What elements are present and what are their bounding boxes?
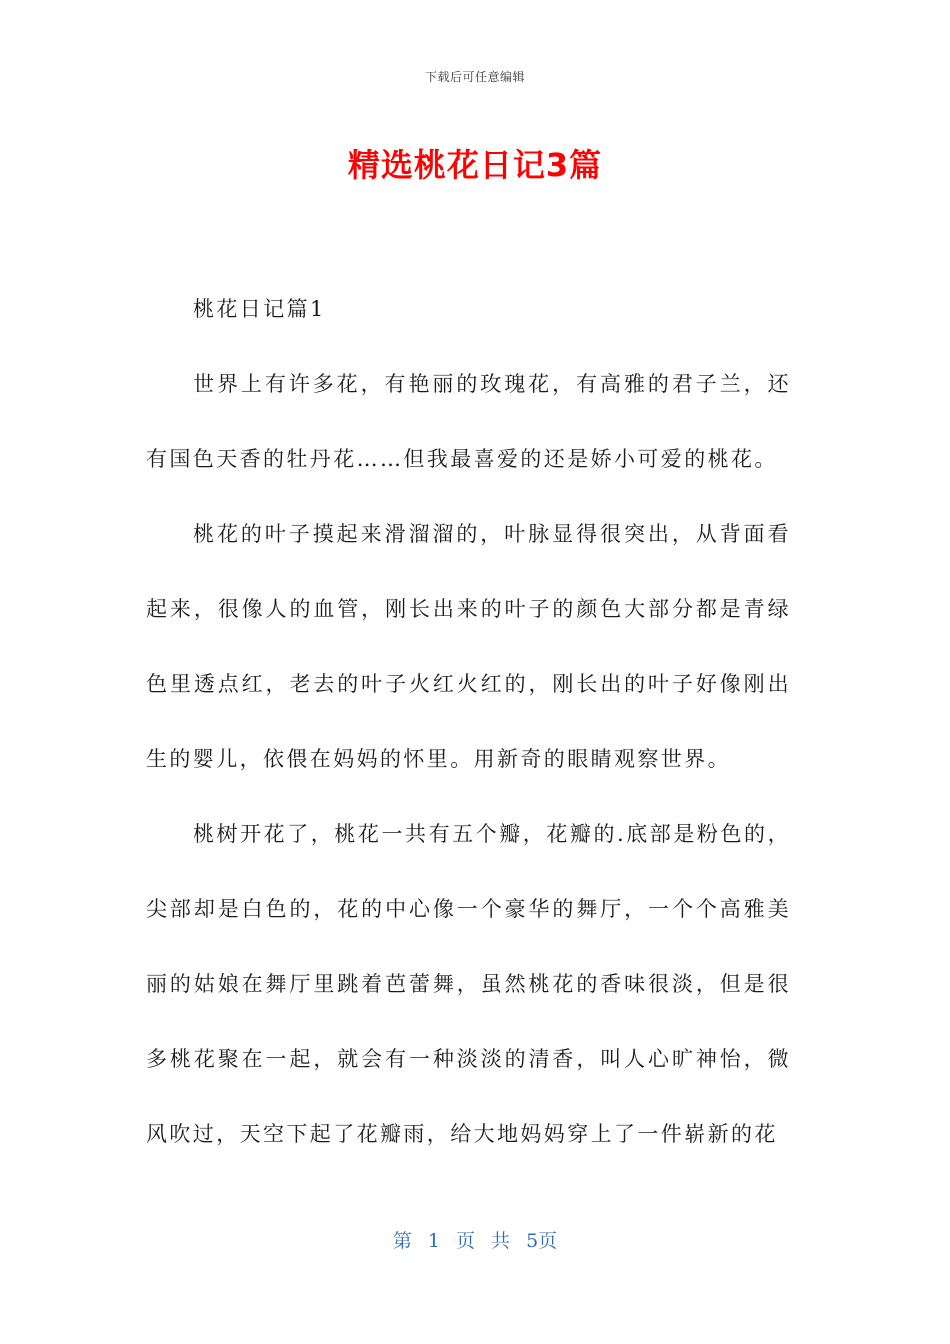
document-title: 精选桃花日记3篇 [347, 146, 603, 184]
paragraph: 桃花的叶子摸起来滑溜溜的，叶脉显得很突出，从背面看起来，很像人的血管，刚长出来的叶子的颜色大部分都是青绿色里透点红，老去的叶子火红火红的，刚长出的叶子好像刚出生的婴儿，依偎在妈妈的怀里。用新奇的眼睛观察世界。 [146, 522, 791, 771]
document-body [146, 272, 791, 1172]
paragraph: 世界上有许多花，有艳丽的玫瑰花，有高雅的君子兰，还有国色天香的牡丹花……但我最喜爱的还是娇小可爱的桃花。 [146, 372, 791, 471]
section-heading: 桃花日记篇1 [193, 297, 326, 321]
paragraph: 桃树开花了，桃花一共有五个瓣，花瓣的.底部是粉色的，尖部却是白色的，花的中心像一个豪华的舞厅，一个个高雅美丽的姑娘在舞厅里跳着芭蕾舞，虽然桃花的香味很淡，但是很多桃花聚在一起，就会有一种淡淡的清香，叫人心旷神怡，微风吹过，天空下起了花瓣雨，给大地妈妈穿上了一件崭新的花 [146, 822, 791, 1146]
page-number-footer: 第 1 页 共 5页 [392, 1230, 558, 1252]
header-note: 下载后可任意编辑 [424, 70, 525, 84]
